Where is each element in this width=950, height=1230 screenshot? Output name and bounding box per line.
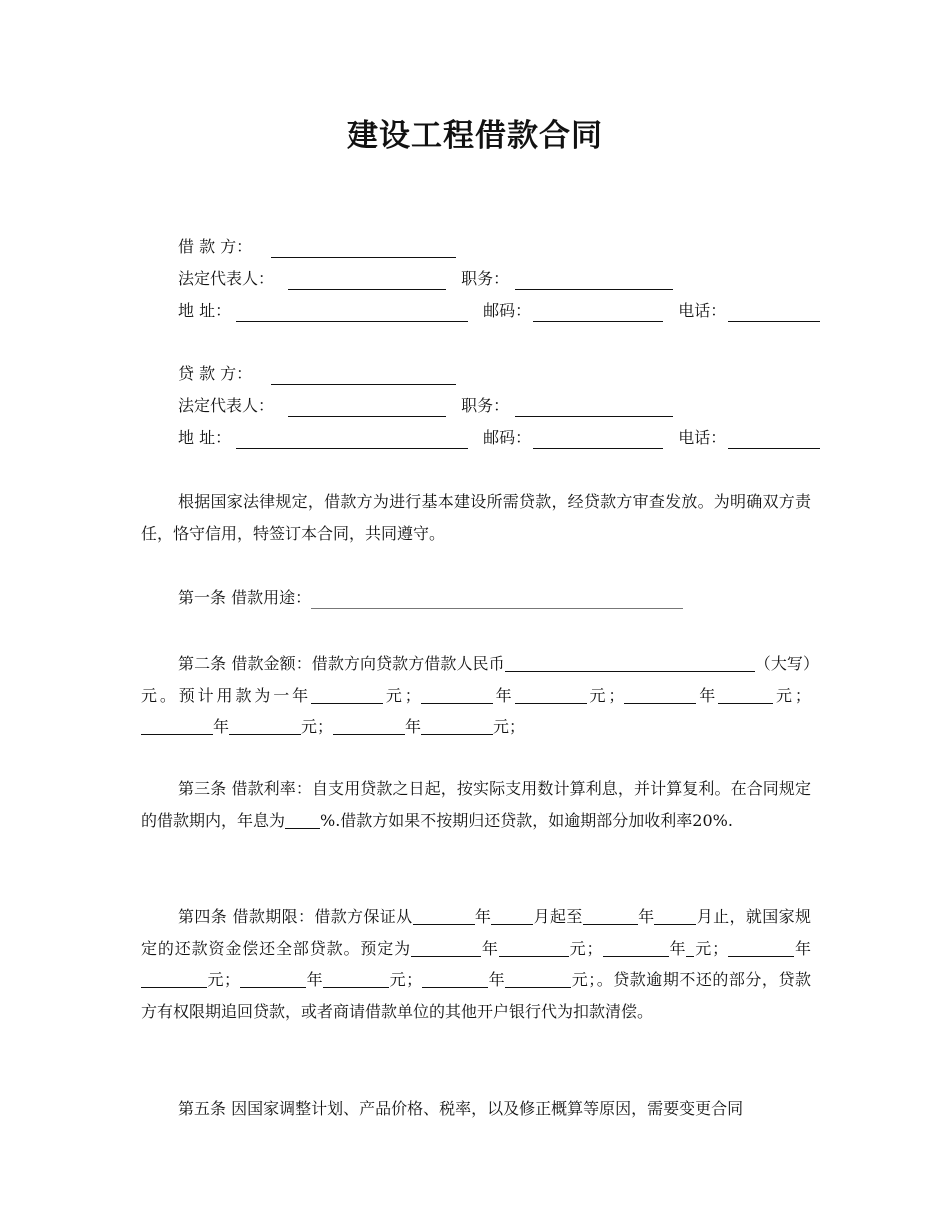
lender-address-label: 地 址： [178, 428, 232, 447]
article2-text-b: （大写）元。预计用款为一年 [141, 654, 811, 705]
lender-position-label: 职务： [461, 396, 510, 415]
article4-text-a: 第四条 借款期限：借款方保证从 [178, 907, 413, 926]
lender-rep-field[interactable] [288, 398, 446, 417]
borrower-postcode-label: 邮码： [483, 301, 532, 320]
article3-text-a: 第三条 借款利率：自支用贷款之日起，按实际支用数计算利息，并计算复利。在合同规定的借款期内，年息为 [141, 779, 811, 830]
lender-position-field[interactable] [515, 398, 673, 417]
article4-year4-field[interactable] [240, 967, 306, 988]
lender-name-label: 贷 款 方： [178, 364, 253, 383]
borrower-position-label: 职务： [461, 269, 510, 288]
article2-y3-amount-field[interactable] [718, 683, 773, 704]
borrower-name-field[interactable] [271, 239, 456, 258]
lender-postcode-field[interactable] [533, 430, 663, 449]
article2-nian-5: 年 [405, 717, 422, 736]
lender-name-line [178, 363, 456, 385]
borrower-address-label: 地 址： [178, 301, 232, 320]
article2-y1-amount-field[interactable] [311, 683, 383, 704]
article4-from-month-field[interactable] [491, 904, 533, 925]
article2-yuan-1: 元； [383, 685, 421, 705]
article4-yue-qi-zhi: 月起至 [533, 907, 583, 926]
article4-yuan-4: 元； [389, 970, 423, 989]
lender-phone-field[interactable] [728, 430, 820, 449]
article4-nian-4: 年 [306, 970, 324, 989]
article4-text-b: 就国家规定的还款资金偿还全部贷款。预定为 [141, 907, 811, 958]
article4-amount3-field[interactable] [141, 967, 207, 988]
borrower-rep-line [178, 268, 673, 290]
article4-from-year-field[interactable] [413, 904, 475, 925]
article4-year2-field[interactable] [603, 936, 669, 957]
article1-label: 第一条 借款用途： [178, 588, 312, 607]
article2-nian-3: 年 [696, 685, 719, 705]
article4-year1-field[interactable] [411, 936, 481, 957]
article2-yuan-2: 元； [586, 685, 625, 705]
article2-nian-4: 年 [213, 717, 230, 736]
article2-amount-field[interactable] [505, 651, 755, 672]
article3-text-b: %.借款方如果不按期归还贷款，如逾期部分加收利率20%. [320, 810, 733, 830]
article4-to-year-field[interactable] [583, 904, 638, 925]
article4-yuan-3: 元； [207, 970, 241, 989]
article4-yue-zhi: 月止， [696, 907, 746, 926]
article4-amount4-field[interactable] [323, 967, 389, 988]
article2-y4-amount-field[interactable] [229, 714, 301, 735]
borrower-phone-label: 电话： [678, 301, 727, 320]
article4-to-month-field[interactable] [654, 904, 696, 925]
lender-address-line [178, 427, 820, 449]
lender-rep-line [178, 395, 673, 417]
article4-text-c: 贷款逾期不还的部分，贷款方有权限期追回贷款，或者商请借款单位的其他开户银行代为扣款清偿。 [141, 970, 811, 1021]
borrower-position-field[interactable] [515, 271, 673, 290]
borrower-rep-label: 法定代表人： [178, 269, 275, 288]
preamble-paragraph: 根据国家法律规定，借款方为进行基本建设所需贷款，经贷款方审查发放。为明确双方责任，恪守信用，特签订本合同，共同遵守。 [141, 492, 811, 543]
lender-postcode-label: 邮码： [483, 428, 532, 447]
document-title: 建设工程借款合同 [347, 118, 603, 154]
lender-address-field[interactable] [236, 430, 468, 449]
lender-name-field[interactable] [271, 366, 456, 385]
article4-amount5-field[interactable] [505, 967, 571, 988]
borrower-address-line [178, 300, 820, 322]
borrower-name-line [178, 236, 456, 258]
article4-nian-from: 年 [474, 907, 492, 926]
article2-yuan-5: 元； [493, 717, 526, 736]
article3-paragraph [141, 773, 811, 836]
article2-y2-amount-field[interactable] [515, 683, 587, 704]
article4-nian-3: 年 [794, 938, 811, 958]
article4-yuan-2: 元； [694, 938, 729, 958]
article4-year5-field[interactable] [422, 967, 488, 988]
article2-nian-2: 年 [492, 685, 515, 705]
article2-yuan-4: 元； [301, 717, 334, 736]
article4-yuan-1: 元； [568, 938, 603, 958]
article4-nian-1: 年 [481, 938, 499, 958]
article2-year3-field[interactable] [624, 683, 696, 704]
article4-nian-5: 年 [488, 970, 506, 989]
borrower-name-label: 借 款 方： [178, 237, 253, 256]
article4-amount1-field[interactable] [499, 936, 569, 957]
lender-phone-label: 电话： [678, 428, 727, 447]
article2-text-a: 第二条 借款金额：借款方向贷款方借款人民币 [178, 654, 505, 673]
article2-year4-field[interactable] [141, 714, 213, 735]
article2-year2-field[interactable] [421, 683, 493, 704]
article2-paragraph [141, 648, 811, 743]
borrower-phone-field[interactable] [728, 303, 820, 322]
borrower-postcode-field[interactable] [533, 303, 663, 322]
article3-rate-field[interactable] [285, 808, 320, 829]
article2-yuan-3: 元； [773, 685, 811, 705]
article5-paragraph: 第五条 因国家调整计划、产品价格、税率，以及修正概算等原因，需要变更合同 [178, 1099, 744, 1118]
article4-year3-field[interactable] [728, 936, 794, 957]
article4-paragraph [141, 901, 811, 1027]
article4-nian-2: 年 [668, 938, 687, 958]
lender-rep-label: 法定代表人： [178, 396, 275, 415]
borrower-rep-field[interactable] [288, 271, 446, 290]
article2-year5-field[interactable] [333, 714, 405, 735]
article1-line [178, 587, 683, 609]
article4-yuan-end: 元；。 [571, 970, 614, 989]
article4-nian-to: 年 [637, 907, 655, 926]
article1-purpose-field[interactable] [311, 590, 683, 609]
article2-y5-amount-field[interactable] [421, 714, 493, 735]
borrower-address-field[interactable] [236, 303, 468, 322]
